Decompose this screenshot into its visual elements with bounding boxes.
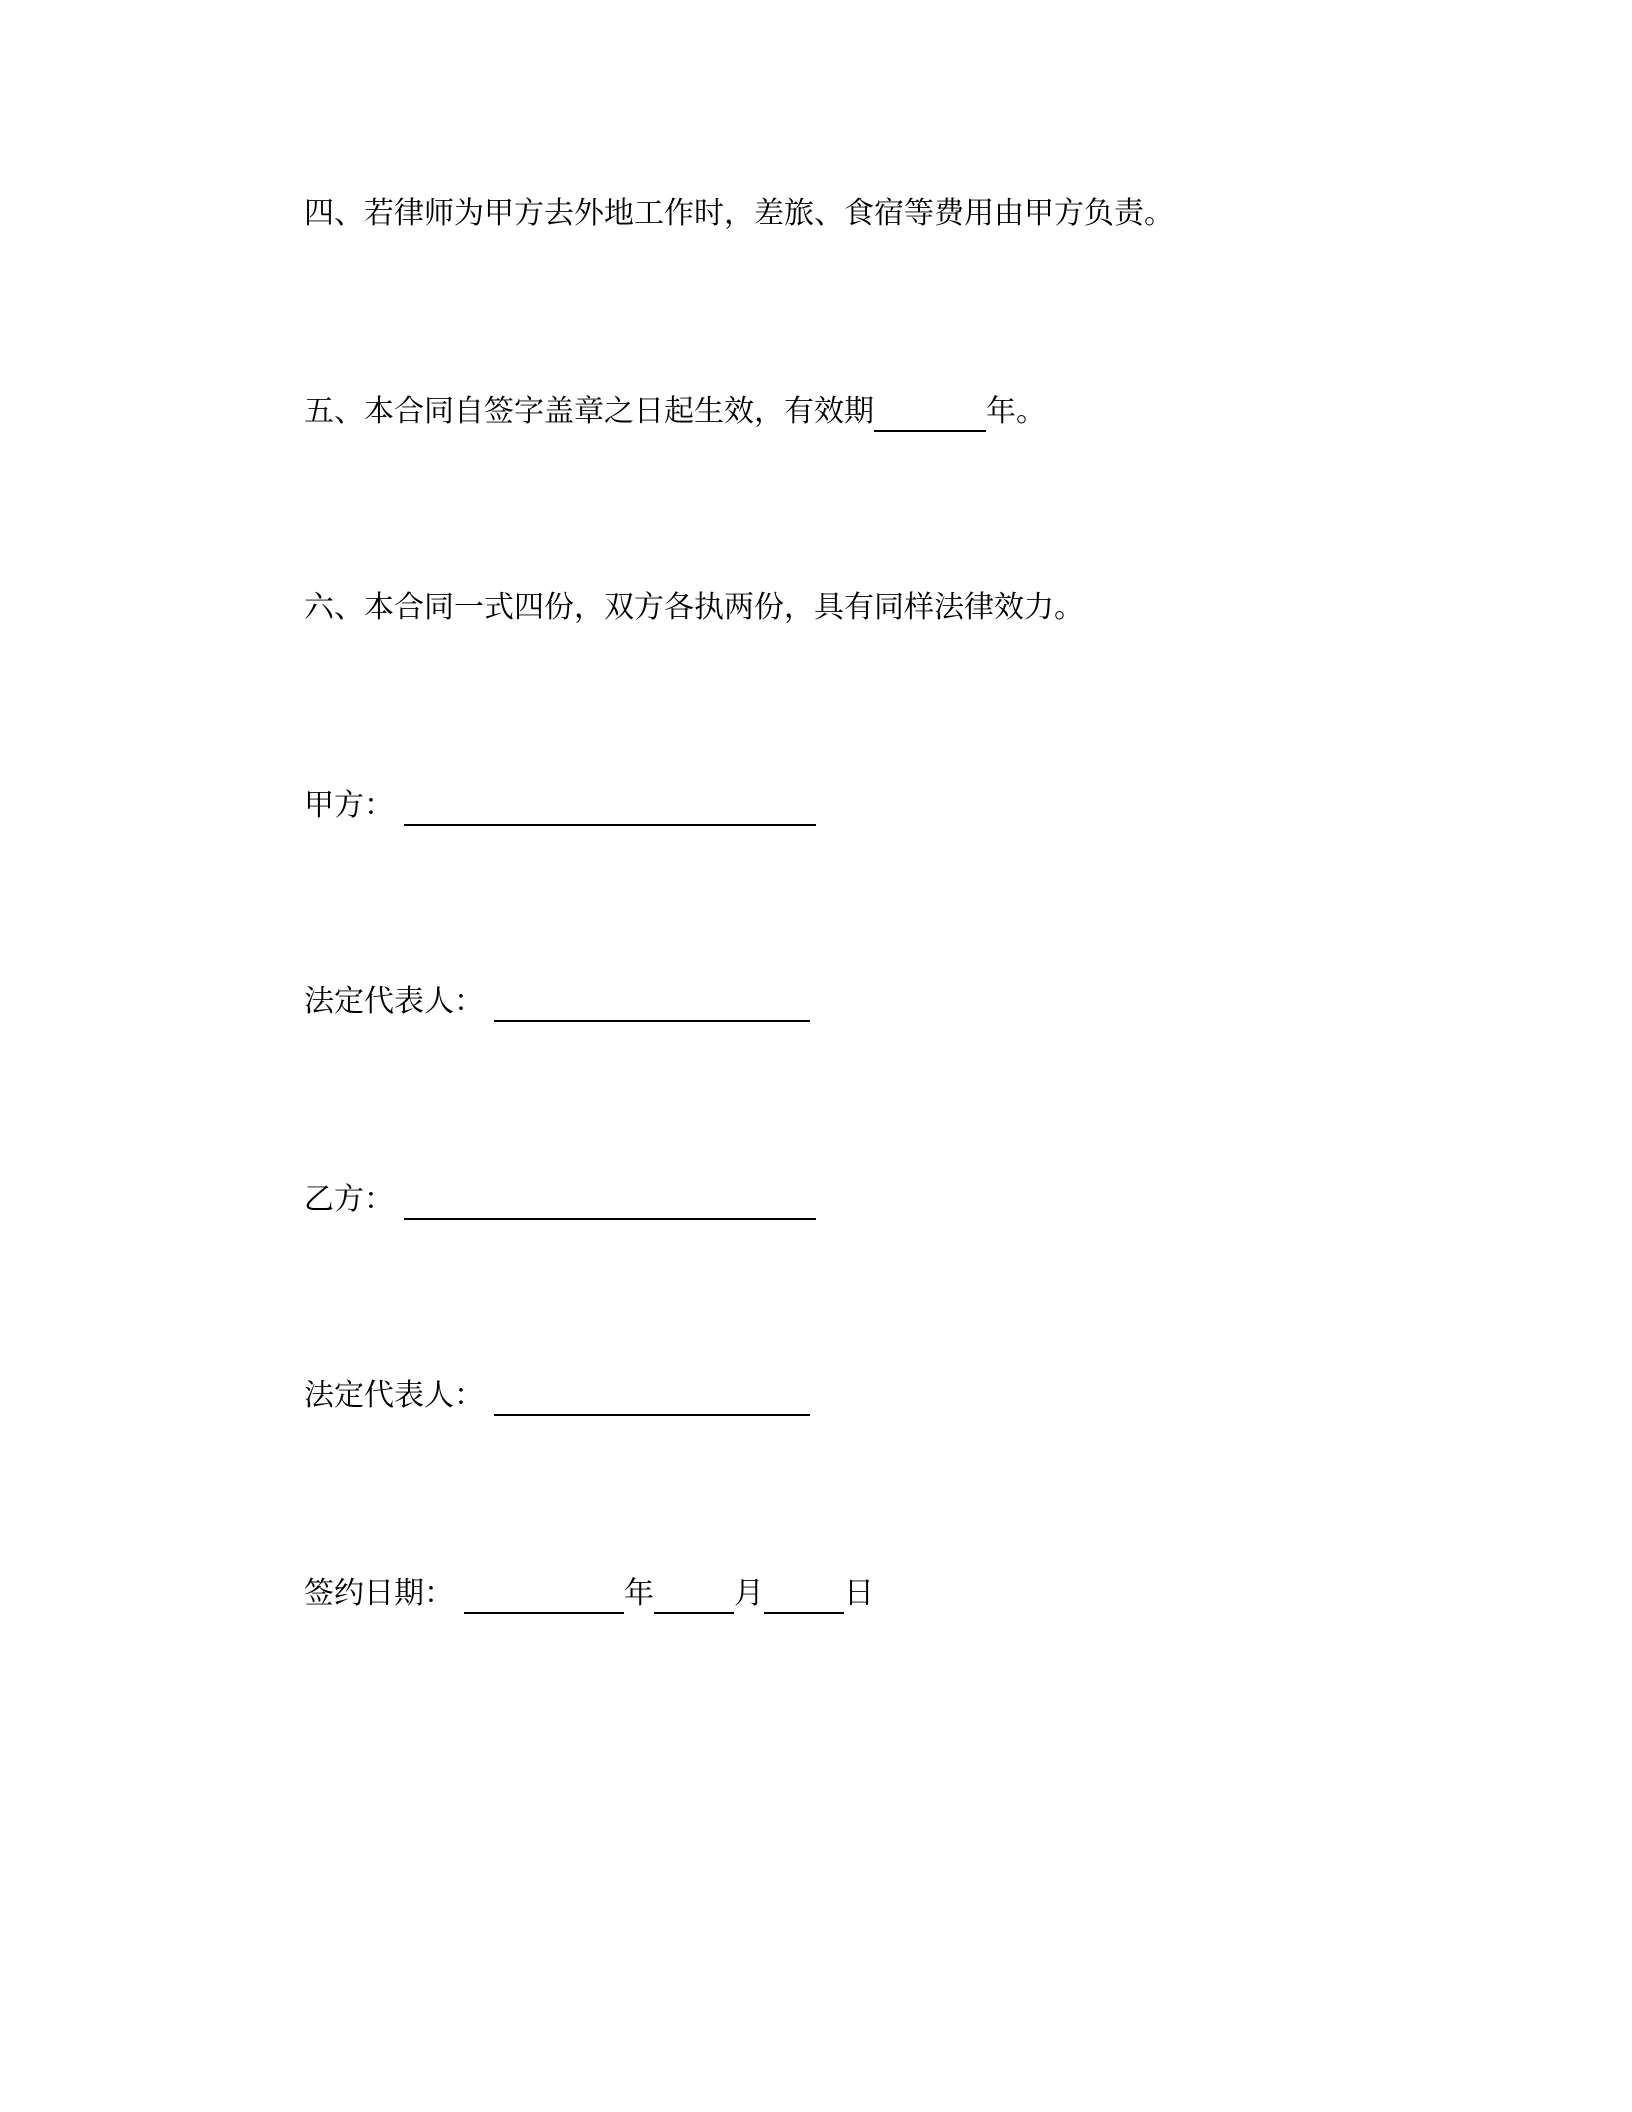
party-b-rep-blank[interactable] [494,1380,810,1416]
party-b-row [304,1180,816,1220]
date-day-unit: 日 [844,1576,874,1611]
clause-4-text: 四、若律师为甲方去外地工作时，差旅、食宿等费用由甲方负责。 [304,196,1174,231]
date-year-blank[interactable] [464,1578,624,1614]
date-year-unit: 年 [624,1576,654,1611]
party-b-rep-label: 法定代表人： [304,1378,484,1413]
party-b-blank[interactable] [404,1184,816,1220]
party-b-label: 乙方： [304,1182,394,1217]
clause-5-text: 五、本合同自签字盖章之日起生效，有效期 [304,394,874,429]
signing-date-label: 签约日期： [304,1576,454,1611]
party-b-rep-row [304,1376,810,1416]
party-a-rep-blank[interactable] [494,986,810,1022]
date-month-blank[interactable] [654,1578,734,1614]
party-a-label: 甲方： [304,788,394,823]
party-a-blank[interactable] [404,790,816,826]
signing-date-row [304,1574,874,1614]
clause-6 [304,588,1084,628]
clause-5 [304,392,1046,432]
party-a-rep-label: 法定代表人： [304,984,484,1019]
date-day-blank[interactable] [764,1578,844,1614]
date-month-unit: 月 [734,1576,764,1611]
clause-5-suffix: 年。 [986,394,1046,429]
clause-4 [304,194,1174,234]
validity-years-blank[interactable] [874,396,986,432]
party-a-rep-row [304,982,810,1022]
clause-6-text: 六、本合同一式四份，双方各执两份，具有同样法律效力。 [304,590,1084,625]
party-a-row [304,786,816,826]
